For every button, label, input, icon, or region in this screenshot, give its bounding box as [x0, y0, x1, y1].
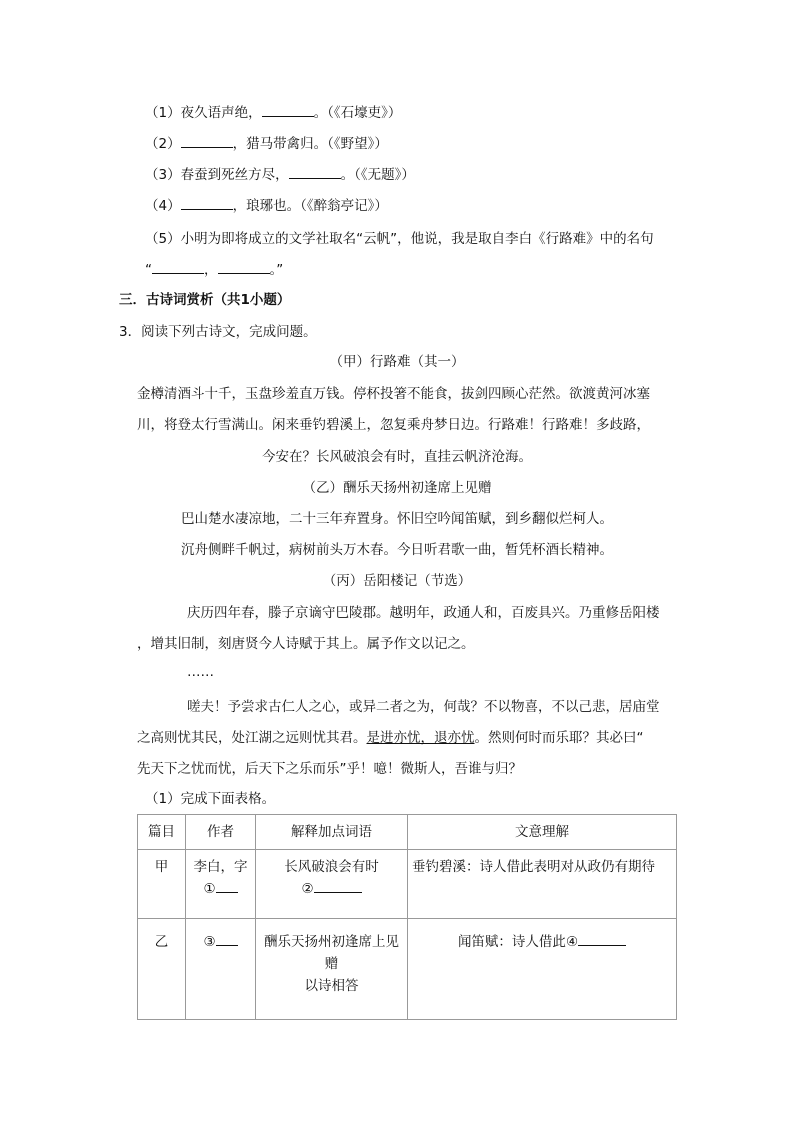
fill-item-3: （3）春蚕到死丝方尽， 。（《无题》） — [145, 164, 415, 185]
poem-yi-line: 沉舟侧畔千帆过，病树前头万木春。今日听君歌一曲，暂凭杯酒长精神。 — [181, 542, 613, 558]
table-header: 文意理解 — [408, 815, 677, 850]
ellipsis: …… — [187, 664, 214, 680]
table-cell: 李白，字 ① — [186, 850, 256, 919]
prose-bing-title: （丙）岳阳楼记（节选） — [322, 573, 472, 589]
answer-blank[interactable] — [289, 164, 341, 179]
poem-jia-line: 金樽清酒斗十千，玉盘珍羞直万钱。停杯投箸不能食，拔剑四顾心茫然。欲渡黄河冰塞 — [137, 386, 650, 402]
table-cell: 闻笛赋：诗人借此④ — [408, 919, 677, 1020]
answer-blank[interactable] — [314, 878, 362, 893]
sub-question-1: （1）完成下面表格。 — [145, 791, 276, 807]
fill-item-5-line1: （5）小明为即将成立的文学社取名“云帆”，他说，我是取自李白《行路难》中的名句 — [145, 231, 654, 247]
answer-blank[interactable] — [262, 102, 314, 117]
answer-blank[interactable] — [216, 878, 238, 893]
table-cell: 乙 — [138, 919, 186, 1020]
answer-blank[interactable] — [181, 195, 233, 210]
table-cell: 垂钓碧溪：诗人借此表明对从政仍有期待 — [408, 850, 677, 919]
table-row — [138, 850, 677, 919]
table-cell: 酬乐天扬州初逢席上见 赠 以诗相答 — [256, 919, 408, 1020]
fill-item-4: （4） ，琅琊也。（《醉翁亭记》） — [145, 195, 388, 216]
poem-yi-title: （乙）酬乐天扬州初逢席上见赠 — [302, 480, 492, 496]
answer-blank[interactable] — [218, 259, 270, 274]
table-cell: ③ — [186, 919, 256, 1020]
prose-bing-line: 庆历四年春，滕子京谪守巴陵郡。越明年，政通人和，百废具兴。乃重修岳阳楼 — [187, 605, 660, 621]
answer-blank[interactable] — [216, 931, 238, 946]
prose-bing-line: 嗟夫！予尝求古仁人之心，或异二者之为，何哉？不以物喜，不以己悲，居庙堂 — [187, 699, 660, 715]
table-row — [138, 919, 677, 1020]
fill-item-5-line2: “ ， 。” — [145, 259, 283, 280]
answer-blank[interactable] — [152, 259, 204, 274]
table-header: 解释加点词语 — [256, 815, 408, 850]
prose-bing-line: ，增其旧制，刻唐贤今人诗赋于其上。属予作文以记之。 — [137, 636, 475, 652]
table-cell: 长风破浪会有时 ② — [256, 850, 408, 919]
table-header: 篇目 — [138, 815, 186, 850]
answer-blank[interactable] — [578, 931, 626, 946]
table-header: 作者 — [186, 815, 256, 850]
fill-item-2: （2） ，猎马带禽归。（《野望》） — [145, 133, 388, 154]
section-title: 三．古诗词赏析（共1小题） — [119, 292, 291, 308]
fill-item-1: （1）夜久语声绝， 。（《石壕吏》） — [145, 102, 401, 123]
poem-jia-line: 川，将登太行雪满山。闲来垂钓碧溪上，忽复乘舟梦日边。行路难！行路难！多歧路， — [137, 417, 650, 433]
table-header-row — [138, 815, 677, 850]
prose-bing-line: 之高则忧其民，处江湖之远则忧其君。是进亦忧，退亦忧。然则何时而乐耶？其必曰“ — [137, 730, 644, 746]
table-cell: 甲 — [138, 850, 186, 919]
underlined-phrase: 是进亦忧，退亦忧 — [366, 730, 475, 746]
poem-jia-line: 今安在？长风破浪会有时，直挂云帆济沧海。 — [262, 449, 532, 465]
answer-table — [137, 814, 677, 1020]
poem-yi-line: 巴山楚水凄凉地，二十三年弃置身。怀旧空吟闻笛赋，到乡翻似烂柯人。 — [181, 511, 613, 527]
question-intro: 3．阅读下列古诗文，完成问题。 — [119, 324, 317, 340]
answer-blank[interactable] — [181, 133, 233, 148]
prose-bing-line: 先天下之忧而忧，后天下之乐而乐”乎！噫！微斯人，吾谁与归？ — [137, 761, 522, 777]
poem-jia-title: （甲）行路难（其一） — [329, 354, 465, 370]
